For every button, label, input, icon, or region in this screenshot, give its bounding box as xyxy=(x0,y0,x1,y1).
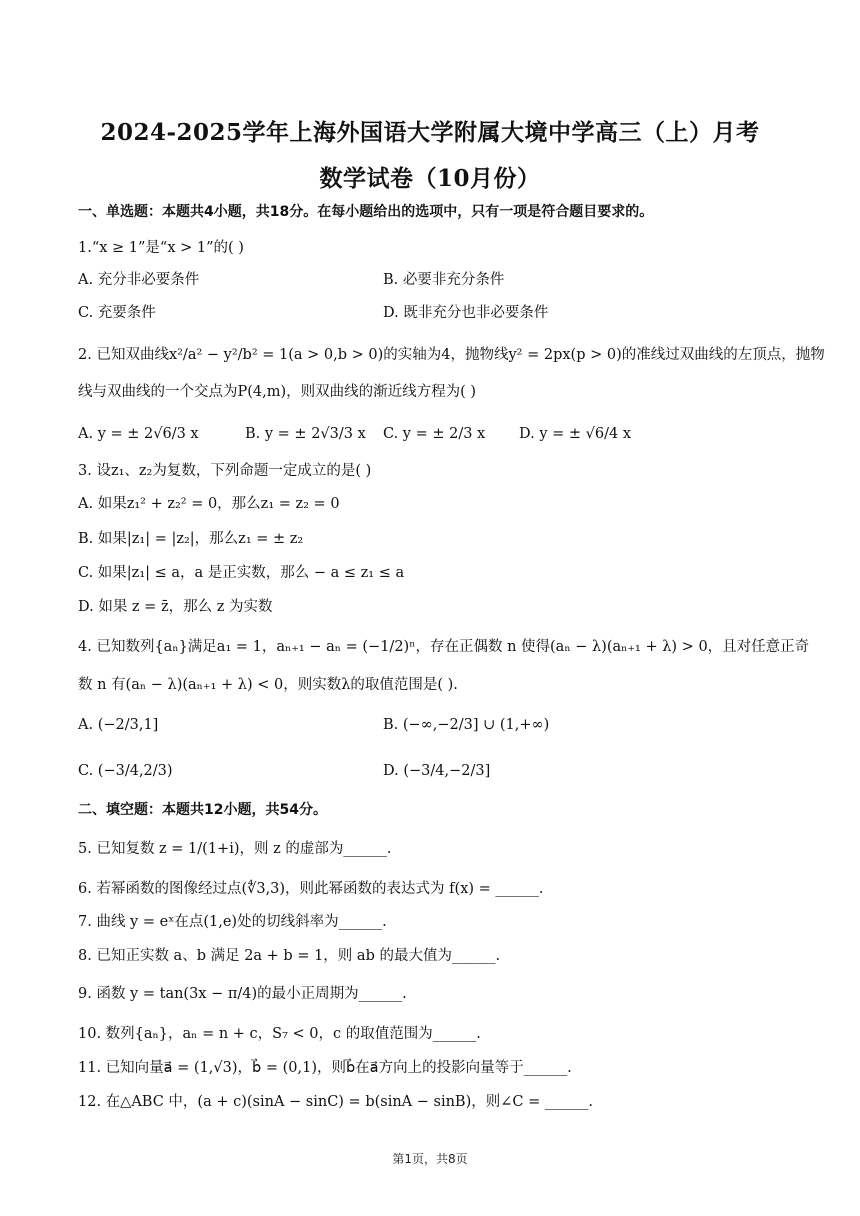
question-2-stem-line1: 2. 已知双曲线x²/a² − y²/b² = 1(a > 0,b > 0)的实轴为4，抛物线y² = 2px(p > 0)的准线过双曲线的左顶点，抛物 xyxy=(78,347,825,363)
q3-option-d: D. 如果 z = z̄，那么 z 为实数 xyxy=(78,599,273,615)
question-5: 5. 已知复数 z = 1/(1+i)，则 z 的虚部为______. xyxy=(78,841,392,857)
question-7: 7. 曲线 y = eˣ在点(1,e)处的切线斜率为______. xyxy=(78,914,387,930)
q4-option-c: C. (−3/4,2/3) xyxy=(78,763,173,779)
question-9: 9. 函数 y = tan(3x − π/4)的最小正周期为______. xyxy=(78,986,407,1002)
question-1-stem: 1.“x ≥ 1”是“x > 1”的( ) xyxy=(78,240,244,256)
q4-option-b: B. (−∞,−2/3] ∪ (1,+∞) xyxy=(383,717,550,733)
page-footer: 第1页，共8页 xyxy=(392,1152,468,1166)
question-2-stem-line2: 线与双曲线的一个交点为P(4,m)，则双曲线的渐近线方程为( ) xyxy=(78,384,477,400)
question-3-stem: 3. 设z₁、z₂为复数，下列命题一定成立的是( ) xyxy=(78,463,372,479)
q2-option-b: B. y = ± 2√3/3 x xyxy=(245,426,366,442)
section-heading-fill-blank: 二、填空题：本题共12小题，共54分。 xyxy=(78,802,327,818)
q1-option-d: D. 既非充分也非必要条件 xyxy=(383,305,549,321)
question-6: 6. 若幂函数的图像经过点(∜3,3)，则此幂函数的表达式为 f(x) = ______. xyxy=(78,881,544,897)
q2-option-d: D. y = ± √6/4 x xyxy=(519,426,632,442)
question-12: 12. 在△ABC 中，(a + c)(sinA − sinC) = b(sinA − sinB)，则∠C = ______. xyxy=(78,1094,593,1110)
question-4-stem-line1: 4. 已知数列{aₙ}满足a₁ = 1，aₙ₊₁ − aₙ = (−1/2)ⁿ，存在正偶数 n 使得(aₙ − λ)(aₙ₊₁ + λ) > 0，且对任意正奇 xyxy=(78,639,810,655)
q1-option-b: B. 必要非充分条件 xyxy=(383,272,505,288)
exam-title-line1: 2024-2025学年上海外国语大学附属大境中学高三（上）月考 xyxy=(100,119,760,146)
q4-option-d: D. (−3/4,−2/3] xyxy=(383,763,491,779)
q3-option-b: B. 如果|z₁| = |z₂|，那么z₁ = ± z₂ xyxy=(78,531,304,547)
q1-option-c: C. 充要条件 xyxy=(78,305,156,321)
section-heading-single-choice: 一、单选题：本题共4小题，共18分。在每小题给出的选项中，只有一项是符合题目要求的。 xyxy=(78,204,654,220)
question-10: 10. 数列{aₙ}，aₙ = n + c，S₇ < 0，c 的取值范围为______. xyxy=(78,1026,481,1042)
q3-option-c: C. 如果|z₁| ≤ a，a 是正实数，那么 − a ≤ z₁ ≤ a xyxy=(78,565,405,581)
question-4-stem-line2: 数 n 有(aₙ − λ)(aₙ₊₁ + λ) < 0，则实数λ的取值范围是( ). xyxy=(78,677,458,693)
q4-option-a: A. (−2/3,1] xyxy=(78,717,159,733)
q1-option-a: A. 充分非必要条件 xyxy=(78,272,200,288)
question-11: 11. 已知向量a⃗ = (1,√3)，b⃗ = (0,1)，则b⃗在a⃗方向上的投影向量等于______. xyxy=(78,1060,572,1076)
q2-option-c: C. y = ± 2/3 x xyxy=(383,426,486,442)
q2-option-a: A. y = ± 2√6/3 x xyxy=(78,426,199,442)
q3-option-a: A. 如果z₁² + z₂² = 0，那么z₁ = z₂ = 0 xyxy=(78,496,340,512)
question-8: 8. 已知正实数 a、b 满足 2a + b = 1，则 ab 的最大值为______. xyxy=(78,948,501,964)
exam-title-line2: 数学试卷（10月份） xyxy=(319,165,541,192)
